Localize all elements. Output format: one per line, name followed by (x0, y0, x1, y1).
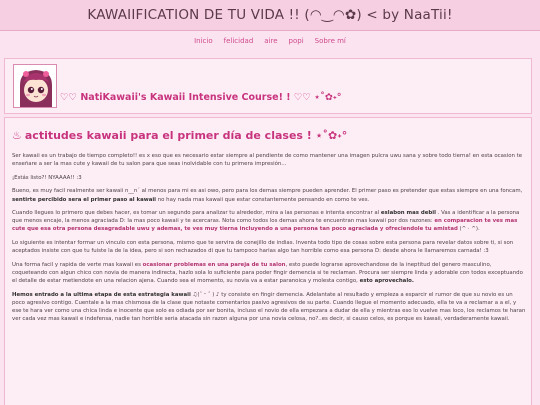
post-title[interactable] (12, 129, 347, 142)
blog-title[interactable]: ♡♡ NatiKawaii's Kawaii Intensive Course! ! ♡♡ ⋆˚✿˖° (60, 92, 342, 103)
paragraph-ready: ¡Estás listo?! NYAAAA!! :3 (12, 174, 82, 181)
paragraph-couple: Una forma facil y rapida de verte mas kawaii es ocasionar problemas en una pareja de tu salon, esto puede lograrse aprovechandose de la ineptitud del genero masculino, coqueteando con algun chico con novia de manera indirecta, hazlo sola lo suficiente para poder fingir demencia si te reclaman. Procura ser siempre linda y adorable con todos exceptuando el detalle de estar metiendote en una relacion ajena. Cuando sea el momento, su novia va a estar paranoica y molesta contigo, esto aprovechalo. (12, 261, 523, 285)
paragraph-final-stage: Hemos entrado a la ultima etapa de esta estrategia kawaii ♫(ˆ ᵕ ˆ ) ♪ ty consiste en fingir demencia. Adelantate al resultado y empieza a esparcir el rumor de que su novio es un poco agresivo contigo. Cuentale a la mas chismosa de la clase que notaste comentarios pasivo agresivos de su parte. Cuando llegue el momento adecuado, ella te va a reclamar a a el, y ese te hara ver como una chica linda e inocente que solo es odiada por ser bonita, incluso el novio de ella empezara a dudar de ella y mientras eso lo vuelve mas loco, los reclamos te haran ver cada vez mas kawaii e indefensa, nadie tan horrible seria atacada sin razon alguna por una novia celosa, no?..es decir, si causo celos, es porque es kawaii, verdaderamente kawaii. (12, 291, 526, 323)
nav-item-felicidad[interactable]: felicidad (223, 36, 254, 45)
post-body (12, 152, 526, 329)
blog-header (4, 58, 532, 114)
paragraph-bond: Lo siguiente es intentar formar un vinculo con esta persona, mismo que te servira de conejillo de indias. Inventa todo tipo de cosas sobre esta persona para revelar datos sobre ti, si son aceptados insiste con que tu fuiste la de la idea, pero si son rechazados di que tu tampoco harias algo tan horrible como esa persona D: desde ahora le llamaremos carnada! :3 (12, 240, 514, 255)
nav-item-inicio[interactable]: Inicio (194, 36, 213, 45)
site-header (0, 0, 540, 31)
paragraph-first-step: Bueno, es muy facil realmente ser kawaii n__n´ al menos para mi es asi owo, pero para los demas siempre pueden aprender. El primer paso es pretender que estas siempre en una foncam, sentirte percibido sera el primer paso al kawaii no hay nada mas kawaii que estar constantemente pensando en como te ves. (12, 188, 523, 203)
avatar[interactable] (13, 64, 57, 108)
site-title[interactable]: KAWAIIFICATION DE TU VIDA !! (◠‿◠✿) < by NaaTii! (87, 7, 453, 23)
post-container (4, 117, 532, 405)
paragraph-weakest-link: Cuando llegues lo primero que debes hacer, es tomar un segundo para analizar tu alrededor, mira a las personas e intenta encontrar al eslabon mas debil . Vas a identificar a la persona que menos encaje, la menos agraciada D: la mas poco kawaii y te acercaras. Nota como todos los demas ahora te encuentran mas kawaii por dos razones: en comparacion te ves mas cute que esa otra persona desagradable uwu y ademas, te ves muy tierna incluyendo a una persona tan poco agraciada y ofreciendole tu amistad (^ · ^). (12, 210, 520, 233)
nav-item-aire[interactable]: aire (264, 36, 278, 45)
main-nav (0, 31, 540, 50)
nav-item-sobre-mi[interactable]: Sobre mí (314, 36, 346, 45)
hot-spring-icon: ♨ (12, 129, 22, 142)
paragraph-intro: Ser kawaii es un trabajo de tiempo completo!! es x eso que es necesario estar siempre al pendiente de como mantener una imagen pulcra uwu sana y sobre todo tierna! en esta ocasion te enseñare a ser la mas cute y kawaii de tu salon para que seas inolvidable con tu primera impresión... (12, 153, 523, 168)
post-title-text: actitudes kawaii para el primer día de clases ! ⋆˚✿˖° (24, 129, 348, 142)
nav-item-popi[interactable]: popi (288, 36, 304, 45)
avatar-image (14, 65, 57, 108)
